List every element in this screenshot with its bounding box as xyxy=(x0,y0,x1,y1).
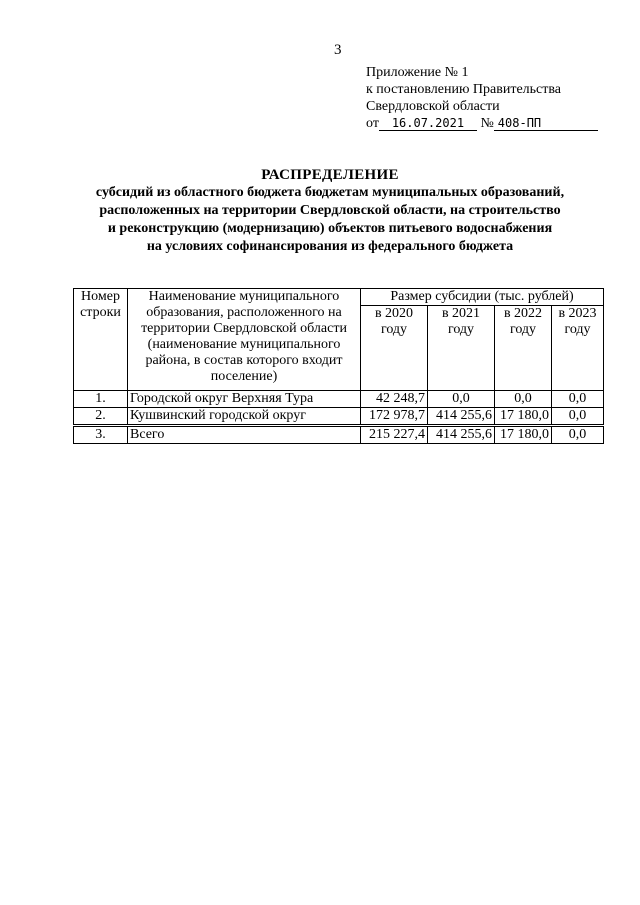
cell-2021: 0,0 xyxy=(428,391,495,408)
cell-name: Всего xyxy=(128,426,361,444)
title-line-4: на условиях софинансирования из федерального бюджета xyxy=(146,239,514,254)
cell-name: Кушвинский городской округ xyxy=(128,408,361,426)
title-heading: РАСПРЕДЕЛЕНИЕ xyxy=(261,167,399,183)
appendix-line-2: к постановлению Правительства xyxy=(366,82,562,97)
cell-name: Городской округ Верхняя Тура xyxy=(128,391,361,408)
table-row xyxy=(74,391,604,408)
header-year-2020: в 2020 году xyxy=(361,306,428,391)
cell-2023: 0,0 xyxy=(552,391,604,408)
cell-2022: 0,0 xyxy=(495,391,552,408)
document-title xyxy=(60,166,600,256)
cell-2023: 0,0 xyxy=(552,408,604,426)
appendix-block xyxy=(366,64,598,132)
header-subsidy: Размер субсидии (тыс. рублей) xyxy=(361,289,604,306)
cell-2022: 17 180,0 xyxy=(495,408,552,426)
number-prefix: № xyxy=(480,116,494,131)
cell-2022: 17 180,0 xyxy=(495,426,552,444)
decree-date: 16.07.2021 xyxy=(379,116,477,131)
page-number: 3 xyxy=(334,42,342,58)
date-prefix: от xyxy=(366,116,379,131)
cell-2020: 172 978,7 xyxy=(361,408,428,426)
appendix-line-3: Свердловской области xyxy=(366,99,500,114)
cell-row-number: 3. xyxy=(74,426,128,444)
appendix-line-1: Приложение № 1 xyxy=(366,65,469,80)
cell-2021: 414 255,6 xyxy=(428,408,495,426)
header-year-2021: в 2021 году xyxy=(428,306,495,391)
cell-row-number: 2. xyxy=(74,408,128,426)
table-row xyxy=(74,408,604,426)
appendix-date-line xyxy=(366,115,598,132)
table-header-row-1 xyxy=(74,289,604,306)
cell-2023: 0,0 xyxy=(552,426,604,444)
title-line-1: субсидий из областного бюджета бюджетам муниципальных образований, xyxy=(95,185,565,200)
header-row-number: Номер строки xyxy=(74,289,128,391)
header-name: Наименование муниципального образования, расположенного на территории Свердловской области (наименование муниципального района, в состав которого входит поселение) xyxy=(128,289,361,391)
subsidy-table xyxy=(73,288,604,444)
cell-row-number: 1. xyxy=(74,391,128,408)
table-row-total xyxy=(74,426,604,444)
header-year-2022: в 2022 году xyxy=(495,306,552,391)
title-line-3: и реконструкцию (модернизацию) объектов питьевого водоснабжения xyxy=(107,221,553,236)
header-year-2023: в 2023 году xyxy=(552,306,604,391)
decree-number: 408-ПП xyxy=(494,116,598,131)
cell-2021: 414 255,6 xyxy=(428,426,495,444)
cell-2020: 42 248,7 xyxy=(361,391,428,408)
cell-2020: 215 227,4 xyxy=(361,426,428,444)
title-line-2: расположенных на территории Свердловской области, на строительство xyxy=(99,203,561,218)
